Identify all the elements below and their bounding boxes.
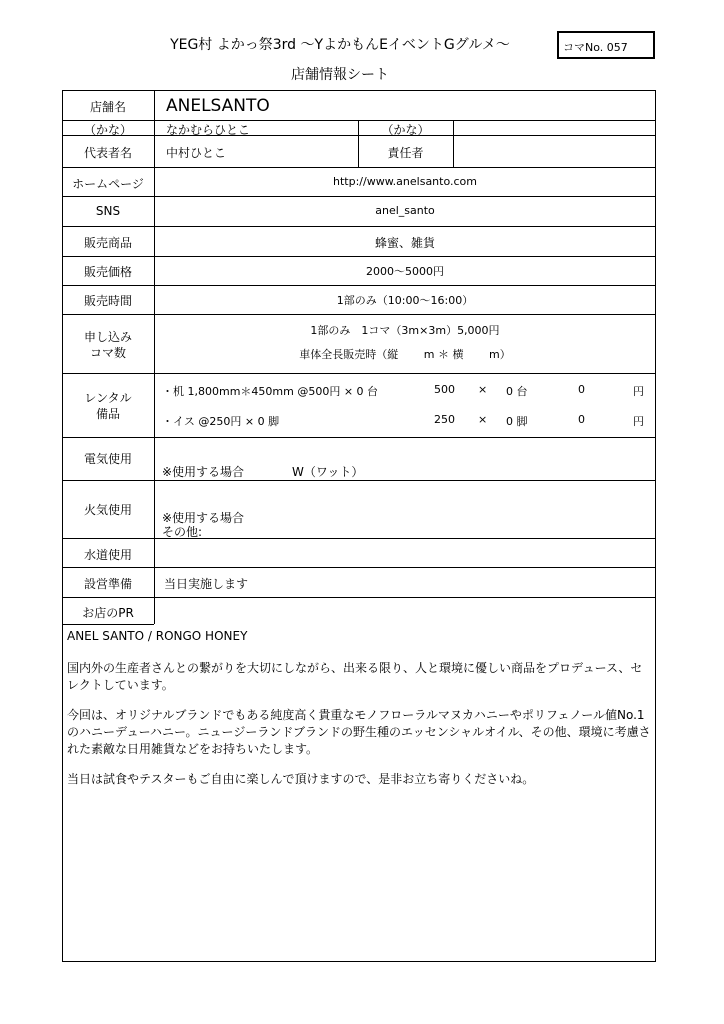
rental-desk-unit: 500 [434,383,455,396]
manager-label: 責任者 [387,146,424,160]
pr-paragraph-2: 今回は、オリジナルブランドでもある純度高く貴重なモノフローラルマヌカハニーやポリフェノール値No.1のハニーデューハニー。ニュージーランドブランドの野生種のエッセンシャルオイル、その他、環境に考慮された素敵な日用雑貨などをお持ちいたします。 [67,708,651,756]
rule [62,226,656,227]
shop-name-label: 店舗名 [89,100,126,114]
rental-desk-qty: 0 台 [506,385,528,398]
document-subtitle: 店舗情報シート [291,67,389,83]
rental-label-line2: 備品 [95,407,120,421]
rule [62,437,656,438]
rental-chair-times: × [478,413,488,426]
manager-kana-label: （かな） [381,123,430,137]
apply-line2: 車体全長販売時（縦 m ＊ 横 m） [299,348,511,361]
setup-label: 設営準備 [83,577,132,591]
rep-kana-value: なかむらひとこ [166,123,251,137]
rep-name-value: 中村ひとこ [166,146,227,160]
fire-value-line2: その他: [162,525,203,539]
rule [62,167,656,168]
column-divider [453,120,454,167]
fire-label: 火気使用 [83,503,132,517]
rule [62,480,656,481]
pr-paragraph-1: 国内外の生産者さんとの繋がりを大切にしながら、出来る限り、人と環境に優しい商品をプロデュース、セレクトしています。 [67,661,643,692]
rule [62,538,656,539]
products-value: 蜂蜜、雑貨 [374,236,435,250]
setup-value: 当日実施します [164,577,249,591]
rental-chair-yen: 円 [633,415,644,428]
apply-label-line1: 申し込み [83,330,132,344]
rental-label-line1: レンタル [84,391,132,405]
price-value: 2000〜5000円 [366,265,444,278]
rule [62,256,656,257]
rental-desk-total: 0 [578,383,585,396]
info-sheet-frame [62,90,656,962]
sns-value: anel_santo [375,204,435,217]
rule [62,314,656,315]
pr-label: お店のPR [82,606,134,620]
rental-desk-times: × [478,383,488,396]
rental-chair-total: 0 [578,413,585,426]
rental-desk-desc: ・机 1,800mm＊450mm @500円 × 0 台 [162,385,379,398]
rule [62,624,154,625]
shop-name-value: ANELSANTO [166,96,270,116]
price-label: 販売価格 [83,265,132,279]
pr-section [67,628,652,801]
electric-label: 電気使用 [83,452,132,466]
pr-paragraph-3: 当日は試食やテスターもご自由に楽しんで頂けますので、是非お立ち寄りくださいね。 [67,772,535,786]
rental-chair-unit: 250 [434,413,455,426]
rule [62,567,656,568]
rental-desk-yen: 円 [633,385,644,398]
sns-label: SNS [95,204,121,218]
homepage-label: ホームページ [72,177,144,191]
electric-value: ※使用する場合 W（ワット） [162,465,364,479]
apply-line1: 1部のみ 1コマ（3m×3m）5,000円 [310,324,500,337]
homepage-url: http://www.anelsanto.com [333,175,477,188]
kana-label: （かな） [83,123,132,137]
rule [62,597,656,598]
document-title: YEG村 よかっ祭3rd 〜YよかもんEイベントGグルメ〜 [170,37,510,53]
rep-name-label: 代表者名 [83,146,132,160]
pr-heading: ANEL SANTO / RONGO HONEY [67,629,248,643]
apply-label-line2: コマ数 [89,346,126,360]
rental-chair-qty: 0 脚 [506,415,528,428]
rental-chair-desc: ・イス @250円 × 0 脚 [162,415,280,428]
hours-value: 1部のみ（10:00〜16:00） [336,294,474,307]
fire-value-line1: ※使用する場合 [162,511,245,525]
rule [62,285,656,286]
rule [62,196,656,197]
koma-number-box: コマNo. 057 [557,31,655,59]
rule [62,373,656,374]
products-label: 販売商品 [83,236,132,250]
hours-label: 販売時間 [83,294,132,308]
water-label: 水道使用 [83,548,132,562]
